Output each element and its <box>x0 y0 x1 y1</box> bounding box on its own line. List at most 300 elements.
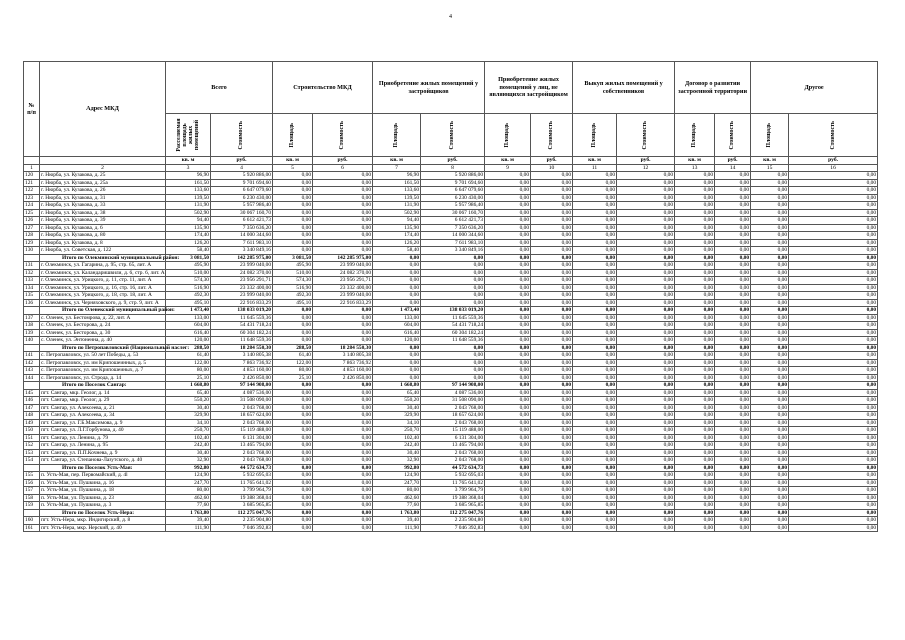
cost-value-cell: 0,00 <box>313 239 373 247</box>
table-row <box>24 359 878 367</box>
cost-value-cell: 0,00 <box>313 179 373 187</box>
area-value-cell: 0,00 <box>485 389 531 397</box>
area-value-cell: 0,00 <box>675 239 715 247</box>
address-cell: п. Усть-Мая, ул. Пушкина, д. 3 <box>40 502 166 510</box>
area-value-cell: 120,00 <box>373 337 421 345</box>
cost-value-cell: 0,00 <box>531 194 573 202</box>
cost-value-cell: 0,00 <box>531 337 573 345</box>
row-number-cell: 156 <box>24 479 40 487</box>
area-value-cell: 0,00 <box>751 277 789 285</box>
cost-value-cell: 2 043 768,00 <box>421 449 485 457</box>
area-value-cell: 0,00 <box>573 472 617 480</box>
cost-value-cell: 0,00 <box>617 307 675 315</box>
row-number-cell: 154 <box>24 457 40 465</box>
area-value-cell: 616,40 <box>166 329 211 337</box>
cost-value-cell: 23 999 040,00 <box>211 262 273 270</box>
area-value-cell: 574,30 <box>166 277 211 285</box>
cost-value-cell: 0,00 <box>531 427 573 435</box>
unit-empty-cell <box>40 157 166 165</box>
cost-value-cell: 0,00 <box>617 352 675 360</box>
area-value-cell: 1 668,80 <box>166 382 211 390</box>
cost-value-cell: 0,00 <box>313 314 373 322</box>
cost-value-cell: 0,00 <box>715 172 751 180</box>
cost-value-cell: 0,00 <box>531 224 573 232</box>
address-cell: г. Нюрба, ул. Кузакова, д. 39 <box>40 217 166 225</box>
area-value-cell: 0,00 <box>485 352 531 360</box>
table-body <box>24 172 878 532</box>
address-cell: с. Оленек, ул. Бесторова, д. 24 <box>40 322 166 330</box>
row-number-cell <box>24 254 40 262</box>
unit-cost: руб. <box>531 157 573 165</box>
cost-value-cell: 0,00 <box>313 209 373 217</box>
cost-value-cell: 0,00 <box>617 284 675 292</box>
cost-value-cell: 0,00 <box>715 209 751 217</box>
area-value-cell: 288,50 <box>273 344 313 352</box>
cost-value-cell: 0,00 <box>617 254 675 262</box>
row-number-cell <box>24 509 40 517</box>
area-value-cell: 0,00 <box>273 479 313 487</box>
area-value-cell: 0,00 <box>485 239 531 247</box>
cost-value-cell: 0,00 <box>715 307 751 315</box>
area-value-cell: 0,00 <box>273 239 313 247</box>
cost-value-cell: 23 956 291,71 <box>211 277 273 285</box>
cost-value-cell: 3 140 805,38 <box>313 352 373 360</box>
cost-value-cell: 6 647 079,60 <box>211 187 273 195</box>
row-number-cell: 160 <box>24 517 40 525</box>
area-value-cell: 124,90 <box>166 472 211 480</box>
table-row <box>24 247 878 255</box>
address-cell: г. Олекминск, ул. Черняховского, д. 9, стр. 9, лит. А <box>40 299 166 307</box>
address-cell: г. Нюрба, ул. Кузакова, д. 26 <box>40 187 166 195</box>
column-number-cell: 9 <box>485 164 531 172</box>
address-cell: с. Оленек, ул. Энтоненна, д. 40 <box>40 337 166 345</box>
cost-value-cell: 6 131 304,00 <box>211 434 273 442</box>
area-value-cell: 0,00 <box>485 254 531 262</box>
area-value-cell: 574,30 <box>273 277 313 285</box>
area-value-cell: 250,70 <box>166 427 211 435</box>
cost-value-cell: 0,00 <box>531 307 573 315</box>
cost-value-cell: 0,00 <box>715 337 751 345</box>
cost-value-cell: 2 043 768,00 <box>421 457 485 465</box>
area-value-cell: 0,00 <box>751 217 789 225</box>
cost-value-cell: 0,00 <box>531 299 573 307</box>
area-value-cell: 0,00 <box>573 524 617 532</box>
address-cell: п. Усть-Мая, пер. Первомайский, д. 4l <box>40 472 166 480</box>
cost-value-cell: 6 647 079,60 <box>421 187 485 195</box>
area-value-cell: 288,50 <box>166 344 211 352</box>
header-column-number-row <box>24 164 878 172</box>
cost-value-cell: 31 508 090,00 <box>211 397 273 405</box>
sub-cost-header: Стоимость <box>421 114 485 157</box>
cost-value-cell: 0,00 <box>789 329 878 337</box>
area-value-cell: 0,00 <box>675 442 715 450</box>
column-number-cell: 2 <box>40 164 166 172</box>
cost-value-cell: 0,00 <box>531 442 573 450</box>
table-row <box>24 472 878 480</box>
cost-value-cell: 0,00 <box>313 247 373 255</box>
area-value-cell: 0,00 <box>573 517 617 525</box>
cost-value-cell: 0,00 <box>421 269 485 277</box>
sub-cost-header: Стоимость <box>531 114 573 157</box>
column-number-cell: 10 <box>531 164 573 172</box>
cost-value-cell: 0,00 <box>313 434 373 442</box>
area-value-cell: 0,00 <box>751 247 789 255</box>
cost-value-cell: 0,00 <box>617 262 675 270</box>
area-value-cell: 242,40 <box>373 442 421 450</box>
cost-value-cell: 7 046 392,83 <box>211 524 273 532</box>
cost-value-cell: 23 332 400,00 <box>211 284 273 292</box>
cost-value-cell: 0,00 <box>715 367 751 375</box>
table-row <box>24 299 878 307</box>
cost-value-cell: 23 999 040,00 <box>313 262 373 270</box>
cost-value-cell: 3 140 805,38 <box>211 352 273 360</box>
cost-value-cell: 7 611 983,10 <box>421 239 485 247</box>
table-header <box>24 62 878 172</box>
table-row <box>24 524 878 532</box>
cost-value-cell: 0,00 <box>789 494 878 502</box>
cost-value-cell: 0,00 <box>715 472 751 480</box>
area-value-cell: 0,00 <box>485 419 531 427</box>
cost-value-cell: 0,00 <box>715 239 751 247</box>
row-number-cell: 152 <box>24 442 40 450</box>
area-value-cell: 0,00 <box>485 397 531 405</box>
cost-value-cell: 4 087 536,00 <box>421 389 485 397</box>
cost-value-cell: 0,00 <box>715 524 751 532</box>
cost-value-cell: 0,00 <box>531 502 573 510</box>
cost-value-cell: 138 033 019,20 <box>211 307 273 315</box>
cost-value-cell: 0,00 <box>531 487 573 495</box>
address-cell: пгт. Сангар, мкр. Геолог, д. 29 <box>40 397 166 405</box>
area-value-cell: 0,00 <box>675 194 715 202</box>
area-value-cell: 0,00 <box>751 329 789 337</box>
sub-cost-header: Стоимость <box>715 114 751 157</box>
cost-value-cell: 0,00 <box>313 307 373 315</box>
cost-value-cell: 0,00 <box>531 239 573 247</box>
area-value-cell: 0,00 <box>675 329 715 337</box>
area-value-cell: 94,40 <box>373 217 421 225</box>
area-value-cell: 0,00 <box>751 472 789 480</box>
row-number-cell: 128 <box>24 232 40 240</box>
area-value-cell: 0,00 <box>573 194 617 202</box>
cost-value-cell: 0,00 <box>715 442 751 450</box>
area-value-cell: 0,00 <box>751 284 789 292</box>
cost-value-cell: 0,00 <box>617 502 675 510</box>
cost-value-cell: 7 863 736,92 <box>211 359 273 367</box>
cost-value-cell: 0,00 <box>715 292 751 300</box>
column-number-cell: 8 <box>421 164 485 172</box>
cost-value-cell: 0,00 <box>789 307 878 315</box>
unit-area: кв. м <box>573 157 617 165</box>
cost-value-cell: 23 999 040,00 <box>211 292 273 300</box>
table-row <box>24 292 878 300</box>
table-row <box>24 517 878 525</box>
cost-value-cell: 97 144 908,00 <box>421 382 485 390</box>
area-value-cell: 131,90 <box>373 202 421 210</box>
cost-value-cell: 0,00 <box>313 449 373 457</box>
cost-value-cell: 0,00 <box>789 502 878 510</box>
row-number-cell: 142 <box>24 359 40 367</box>
cost-value-cell: 0,00 <box>531 352 573 360</box>
cost-value-cell: 0,00 <box>421 374 485 382</box>
cost-value-cell: 0,00 <box>617 449 675 457</box>
area-value-cell: 0,00 <box>573 352 617 360</box>
table-row <box>24 262 878 270</box>
area-value-cell: 124,90 <box>373 472 421 480</box>
cost-value-cell: 0,00 <box>789 232 878 240</box>
table-row <box>24 314 878 322</box>
cost-value-cell: 0,00 <box>531 382 573 390</box>
area-value-cell: 0,00 <box>675 217 715 225</box>
area-value-cell: 0,00 <box>273 209 313 217</box>
column-number-cell: 14 <box>715 164 751 172</box>
cost-value-cell: 24 082 370,00 <box>313 269 373 277</box>
cost-value-cell: 0,00 <box>617 524 675 532</box>
cost-value-cell: 142 285 975,00 <box>211 254 273 262</box>
table-row <box>24 457 878 465</box>
area-value-cell: 0,00 <box>485 412 531 420</box>
cost-value-cell: 0,00 <box>531 247 573 255</box>
cost-value-cell: 7 350 636,20 <box>421 224 485 232</box>
header-unit-row <box>24 157 878 165</box>
area-value-cell: 0,00 <box>485 404 531 412</box>
cost-value-cell: 0,00 <box>617 397 675 405</box>
address-cell: пгт. Сангар, мкр. Геолог, д. 14 <box>40 389 166 397</box>
cost-value-cell: 0,00 <box>789 479 878 487</box>
address-cell: г. Нюрба, ул. Кузакова, д. 8 <box>40 239 166 247</box>
area-value-cell: 32,90 <box>166 457 211 465</box>
area-value-cell: 0,00 <box>485 434 531 442</box>
cost-value-cell: 0,00 <box>789 187 878 195</box>
cost-value-cell: 0,00 <box>421 352 485 360</box>
area-value-cell: 0,00 <box>751 449 789 457</box>
row-number-cell: 149 <box>24 419 40 427</box>
cost-value-cell: 0,00 <box>617 209 675 217</box>
area-value-cell: 0,00 <box>485 277 531 285</box>
cost-value-cell: 0,00 <box>715 254 751 262</box>
area-value-cell: 0,00 <box>273 329 313 337</box>
row-number-cell: 145 <box>24 389 40 397</box>
cost-value-cell: 0,00 <box>715 329 751 337</box>
table-row <box>24 172 878 180</box>
area-value-cell: 0,00 <box>675 344 715 352</box>
cost-value-cell: 14 000 344,60 <box>421 232 485 240</box>
cost-value-cell: 14 000 344,60 <box>211 232 273 240</box>
cost-value-cell: 0,00 <box>531 179 573 187</box>
area-value-cell: 502,90 <box>166 209 211 217</box>
unit-cost: руб. <box>313 157 373 165</box>
area-value-cell: 0,00 <box>675 494 715 502</box>
area-value-cell: 495,10 <box>273 299 313 307</box>
cost-value-cell: 0,00 <box>715 389 751 397</box>
cost-value-cell: 11 645 559,36 <box>421 314 485 322</box>
table-row <box>24 434 878 442</box>
area-value-cell: 80,00 <box>273 367 313 375</box>
cost-value-cell: 0,00 <box>617 382 675 390</box>
area-value-cell: 550,20 <box>373 397 421 405</box>
address-cell: г. Нюрба, ул. Кузакова, д. 33 <box>40 202 166 210</box>
cost-value-cell: 0,00 <box>789 464 878 472</box>
cost-value-cell: 0,00 <box>715 374 751 382</box>
table-row <box>24 502 878 510</box>
cost-value-cell: 11 648 559,36 <box>211 337 273 345</box>
area-value-cell: 0,00 <box>751 434 789 442</box>
table-row <box>24 179 878 187</box>
group-development-contract-header: Договор о развитии застроенной территории <box>675 62 751 114</box>
address-cell: г. Олекминск, ул. Каландаришвили, д. 6, стр. 6, лит. А <box>41 269 165 276</box>
cost-value-cell: 4 853 160,00 <box>211 367 273 375</box>
area-value-cell: 0,00 <box>573 479 617 487</box>
col-address-header: Адрес МКД <box>40 62 166 157</box>
cost-value-cell: 0,00 <box>789 262 878 270</box>
cost-value-cell: 0,00 <box>617 217 675 225</box>
row-number-cell <box>24 382 40 390</box>
column-number-cell: 3 <box>166 164 211 172</box>
header-group-row <box>24 62 878 114</box>
sub-cost-header: Стоимость <box>617 114 675 157</box>
table-row <box>24 284 878 292</box>
cost-value-cell: 0,00 <box>531 277 573 285</box>
area-value-cell: 122,00 <box>273 359 313 367</box>
column-number-cell: 12 <box>617 164 675 172</box>
area-value-cell: 0,00 <box>485 194 531 202</box>
area-value-cell: 0,00 <box>485 247 531 255</box>
cost-value-cell: 0,00 <box>715 299 751 307</box>
area-value-cell: 0,00 <box>273 217 313 225</box>
area-value-cell: 80,00 <box>166 487 211 495</box>
cost-value-cell: 0,00 <box>789 269 878 277</box>
cost-value-cell: 7 350 636,20 <box>211 224 273 232</box>
cost-value-cell: 0,00 <box>617 389 675 397</box>
area-value-cell: 0,00 <box>485 457 531 465</box>
cost-value-cell: 0,00 <box>313 329 373 337</box>
group-nondeveloper-purchase-header: Приобретение жилых помещений у лиц, не являющихся застройщиком <box>485 62 573 114</box>
area-value-cell: 0,00 <box>573 382 617 390</box>
area-value-cell: 250,70 <box>373 427 421 435</box>
area-value-cell: 0,00 <box>273 187 313 195</box>
cost-value-cell: 0,00 <box>531 187 573 195</box>
area-value-cell: 0,00 <box>573 217 617 225</box>
row-number-cell: 135 <box>24 292 40 300</box>
area-value-cell: 0,00 <box>675 307 715 315</box>
cost-value-cell: 5 920 886,00 <box>421 172 485 180</box>
cost-value-cell: 0,00 <box>531 434 573 442</box>
area-value-cell: 0,00 <box>485 224 531 232</box>
cost-value-cell: 0,00 <box>531 374 573 382</box>
area-value-cell: 0,00 <box>573 337 617 345</box>
area-value-cell: 0,00 <box>273 434 313 442</box>
cost-value-cell: 0,00 <box>531 457 573 465</box>
area-value-cell: 0,00 <box>573 299 617 307</box>
cost-value-cell: 0,00 <box>617 442 675 450</box>
cost-value-cell: 0,00 <box>789 397 878 405</box>
cost-value-cell: 22 916 833,29 <box>313 299 373 307</box>
area-value-cell: 0,00 <box>751 179 789 187</box>
area-value-cell: 111,90 <box>373 524 421 532</box>
table-row <box>24 442 878 450</box>
area-value-cell: 80,00 <box>166 367 211 375</box>
area-value-cell: 133,00 <box>166 314 211 322</box>
group-total-header: Всего <box>166 62 273 114</box>
cost-value-cell: 0,00 <box>313 487 373 495</box>
area-value-cell: 0,00 <box>573 284 617 292</box>
area-value-cell: 96,90 <box>166 172 211 180</box>
cost-value-cell: 138 033 019,20 <box>421 307 485 315</box>
unit-cost: руб. <box>211 157 273 165</box>
area-value-cell: 0,00 <box>573 359 617 367</box>
area-value-cell: 1 763,80 <box>373 509 421 517</box>
area-value-cell: 0,00 <box>751 262 789 270</box>
address-cell: г. Нюрба, ул. Кузакова, д. 38 <box>40 209 166 217</box>
area-value-cell: 0,00 <box>573 404 617 412</box>
cost-value-cell: 19 388 368,04 <box>421 494 485 502</box>
cost-value-cell: 0,00 <box>617 374 675 382</box>
cost-value-cell: 0,00 <box>617 322 675 330</box>
area-value-cell: 0,00 <box>675 262 715 270</box>
area-value-cell: 126,20 <box>373 239 421 247</box>
cost-value-cell: 0,00 <box>715 224 751 232</box>
cost-value-cell: 0,00 <box>715 277 751 285</box>
area-value-cell: 0,00 <box>485 359 531 367</box>
area-value-cell: 0,00 <box>751 359 789 367</box>
address-cell: г. Нюрба, ул. Кузакова, д. 31 <box>40 194 166 202</box>
cost-value-cell: 0,00 <box>789 419 878 427</box>
area-value-cell: 0,00 <box>675 434 715 442</box>
column-number-cell: 1 <box>24 164 40 172</box>
cost-value-cell: 7 863 736,92 <box>313 359 373 367</box>
area-value-cell: 0,00 <box>751 382 789 390</box>
address-cell: пгт. Сангар, ул. Степанова-Лазутского, д. 40 <box>40 457 166 465</box>
area-value-cell: 0,00 <box>675 502 715 510</box>
area-value-cell: 0,00 <box>751 307 789 315</box>
cost-value-cell: 3 799 964,79 <box>421 487 485 495</box>
subtotal-row <box>24 509 878 517</box>
cost-value-cell: 0,00 <box>789 292 878 300</box>
sub-cost-header: Стоимость <box>789 114 878 157</box>
area-value-cell: 0,00 <box>675 464 715 472</box>
area-value-cell: 0,00 <box>675 209 715 217</box>
cost-value-cell: 0,00 <box>617 427 675 435</box>
cost-value-cell: 0,00 <box>617 359 675 367</box>
row-number-cell <box>24 344 40 352</box>
cost-value-cell: 0,00 <box>617 337 675 345</box>
address-cell: г. Нюрба, ул. Кузакова, д. 80 <box>40 232 166 240</box>
area-value-cell: 122,00 <box>166 359 211 367</box>
cost-value-cell: 7 611 983,10 <box>211 239 273 247</box>
area-value-cell: 0,00 <box>675 359 715 367</box>
area-value-cell: 0,00 <box>273 494 313 502</box>
cost-value-cell: 0,00 <box>313 524 373 532</box>
page-number: 4 <box>449 14 452 20</box>
area-value-cell: 0,00 <box>675 179 715 187</box>
cost-value-cell: 3 685 965,85 <box>421 502 485 510</box>
unit-cost: руб. <box>715 157 751 165</box>
cost-value-cell: 0,00 <box>715 517 751 525</box>
address-cell: п. Усть-Мая, ул. Пушкина, д. 16 <box>40 479 166 487</box>
address-cell: пгт. Сангар, ул. Л.Г.Горбунова, д. 40 <box>40 427 166 435</box>
table-row <box>24 209 878 217</box>
area-value-cell: 0,00 <box>675 322 715 330</box>
cost-value-cell: 3 340 849,16 <box>421 247 485 255</box>
area-value-cell: 0,00 <box>573 449 617 457</box>
row-number-cell: 126 <box>24 217 40 225</box>
area-value-cell: 616,40 <box>373 329 421 337</box>
resettlement-table-container <box>23 61 876 532</box>
area-value-cell: 0,00 <box>751 479 789 487</box>
area-value-cell: 0,00 <box>573 389 617 397</box>
area-value-cell: 0,00 <box>751 314 789 322</box>
row-number-cell: 124 <box>24 202 40 210</box>
area-value-cell: 0,00 <box>751 502 789 510</box>
